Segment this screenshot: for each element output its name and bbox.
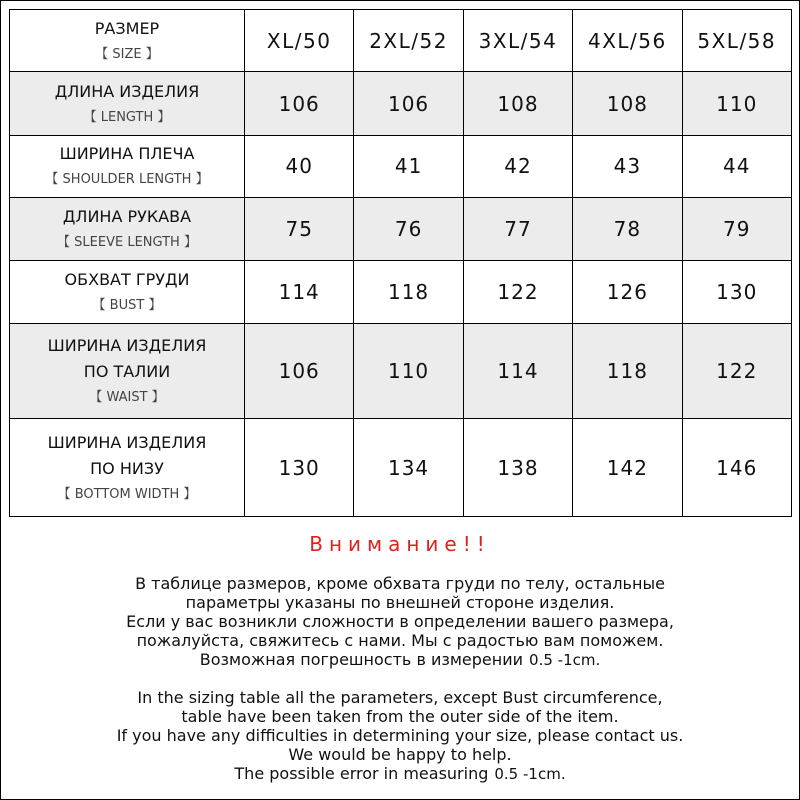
size-header-cell [573, 10, 682, 72]
measurement-value: 44 [723, 154, 751, 179]
measurement-label-cell [10, 198, 245, 261]
size-header-label-en: 【 SIZE 】 [95, 46, 159, 62]
size-header-label-cell [10, 10, 245, 72]
size-header-cell [463, 10, 572, 72]
measurement-value-cell [463, 419, 572, 517]
measurement-label-cell [10, 323, 245, 419]
notice-english-text [0, 688, 800, 784]
measurement-label-en: 【 WAIST 】 [89, 390, 165, 406]
measurement-value: 106 [387, 91, 430, 116]
measurement-value: 110 [716, 91, 758, 116]
measurement-value: 42 [504, 154, 532, 179]
measurement-label-en: 【 LENGTH 】 [83, 109, 171, 125]
size-header-value: XL/50 [266, 28, 332, 53]
measurement-row [10, 323, 792, 419]
measurement-value-cell [245, 198, 354, 261]
notice-tolerance-value: 0.5 -1cm. [529, 651, 601, 669]
measurement-value-cell [463, 261, 572, 323]
measurement-label-cell [10, 419, 245, 517]
measurement-value-cell [682, 135, 791, 197]
measurement-value: 122 [497, 280, 539, 305]
measurement-label-ru: ШИРИНА ИЗДЕЛИЯ [47, 336, 207, 356]
measurement-value: 118 [387, 280, 430, 305]
notice-line: параметры указаны по внешней стороне изделия. [185, 593, 615, 612]
measurement-label-en: 【 SHOULDER LENGTH 】 [45, 172, 209, 188]
size-header-label-ru: РАЗМЕР [94, 18, 160, 38]
measurement-label-en: 【 SLEEVE LENGTH 】 [57, 235, 197, 251]
measurement-value-cell [463, 323, 572, 419]
notice-tolerance-line [0, 764, 800, 784]
measurement-value: 130 [278, 455, 320, 480]
size-chart-table [9, 9, 792, 517]
measurement-value-cell [245, 135, 354, 197]
measurement-value-cell [682, 419, 791, 517]
measurement-value: 106 [278, 91, 320, 116]
measurement-value-cell [573, 72, 682, 135]
measurement-value: 79 [723, 217, 751, 242]
measurement-value: 130 [716, 280, 758, 305]
measurement-value-cell [463, 135, 572, 197]
measurement-value: 75 [285, 217, 313, 242]
measurement-value-cell [463, 72, 572, 135]
measurement-value-cell [354, 135, 463, 197]
size-header-cell [682, 10, 791, 72]
notice-line: If you have any difficulties in determining your size, please contact us. [116, 726, 684, 745]
measurement-value-cell [573, 419, 682, 517]
measurement-value: 146 [716, 455, 758, 480]
measurement-label-en: 【 BUST 】 [92, 298, 162, 314]
measurement-value-cell [682, 72, 791, 135]
measurement-value-cell [354, 72, 463, 135]
size-header-row [10, 10, 792, 72]
notice-title: Внимание!! [309, 532, 491, 556]
measurement-value: 126 [606, 280, 648, 305]
measurement-value: 106 [278, 359, 320, 384]
notice-line: In the sizing table all the parameters, except Bust circumference, [137, 688, 663, 707]
measurement-label-ru: ШИРИНА ИЗДЕЛИЯ [47, 432, 207, 452]
notice-russian-text [0, 574, 800, 670]
measurement-label-ru: ПО ТАЛИИ [83, 362, 171, 382]
measurement-row [10, 72, 792, 135]
measurement-value: 134 [387, 455, 430, 480]
measurement-value-cell [354, 261, 463, 323]
notice-line: пожалуйста, свяжитесь с нами. Мы с радостью вам поможем. [136, 631, 664, 650]
measurement-value-cell [245, 323, 354, 419]
measurement-value-cell [573, 261, 682, 323]
measurement-value: 43 [613, 154, 642, 179]
measurement-value-cell [245, 72, 354, 135]
measurement-label-ru: ШИРИНА ПЛЕЧА [59, 144, 195, 164]
measurement-value-cell [573, 135, 682, 197]
measurement-value: 76 [394, 217, 423, 242]
measurement-value: 114 [278, 280, 320, 305]
size-header-cell [245, 10, 354, 72]
size-header-value: 4XL/56 [587, 28, 667, 53]
notice-line: We would be happy to help. [288, 745, 512, 764]
notice-line: table have been taken from the outer side of the item. [181, 707, 619, 726]
measurement-label-ru: ДЛИНА ИЗДЕЛИЯ [54, 81, 200, 101]
size-header-cell [354, 10, 463, 72]
measurement-label-cell [10, 72, 245, 135]
measurement-value: 110 [387, 359, 430, 384]
notice-line: Если у вас возникли сложности в определении вашего размера, [126, 612, 674, 631]
measurement-value-cell [682, 198, 791, 261]
notice-tolerance-line [0, 650, 800, 670]
notice-line: В таблице размеров, кроме обхвата груди по телу, остальные [135, 574, 665, 593]
size-header-value: 5XL/58 [697, 28, 777, 53]
measurement-label-cell [10, 261, 245, 323]
notice-tolerance-value: 0.5 -1cm. [494, 765, 566, 783]
measurement-value: 78 [613, 217, 642, 242]
measurement-value-cell [573, 198, 682, 261]
size-header-value: 3XL/54 [478, 28, 558, 53]
measurement-value-cell [573, 323, 682, 419]
measurement-label-ru: ПО НИЗУ [90, 458, 164, 478]
measurement-value-cell [682, 323, 791, 419]
measurement-value-cell [682, 261, 791, 323]
measurement-value: 138 [497, 455, 539, 480]
measurement-value: 40 [285, 154, 313, 179]
measurement-value: 108 [497, 91, 539, 116]
size-header-value: 2XL/52 [369, 28, 448, 53]
measurement-row [10, 261, 792, 323]
notice-tolerance-text: Возможная погрешность в измерении [199, 650, 524, 669]
measurement-value-cell [354, 323, 463, 419]
measurement-label-en: 【 BOTTOM WIDTH 】 [57, 486, 197, 502]
measurement-value-cell [463, 198, 572, 261]
measurement-value: 118 [606, 359, 648, 384]
notice-section [0, 528, 800, 784]
measurement-value: 108 [606, 91, 648, 116]
measurement-value: 41 [394, 154, 423, 179]
measurement-value-cell [245, 419, 354, 517]
measurement-value-cell [354, 198, 463, 261]
notice-tolerance-text: The possible error in measuring [234, 764, 489, 783]
measurement-label-cell [10, 135, 245, 197]
measurement-label-ru: ДЛИНА РУКАВА [62, 207, 192, 227]
measurement-row [10, 135, 792, 197]
measurement-value: 77 [504, 217, 532, 242]
measurement-value: 142 [606, 455, 648, 480]
measurement-value-cell [354, 419, 463, 517]
measurement-value: 122 [716, 359, 758, 384]
measurement-value: 114 [497, 359, 539, 384]
measurement-label-ru: ОБХВАТ ГРУДИ [64, 270, 190, 290]
measurement-value-cell [245, 261, 354, 323]
measurement-row [10, 419, 792, 517]
measurement-row [10, 198, 792, 261]
